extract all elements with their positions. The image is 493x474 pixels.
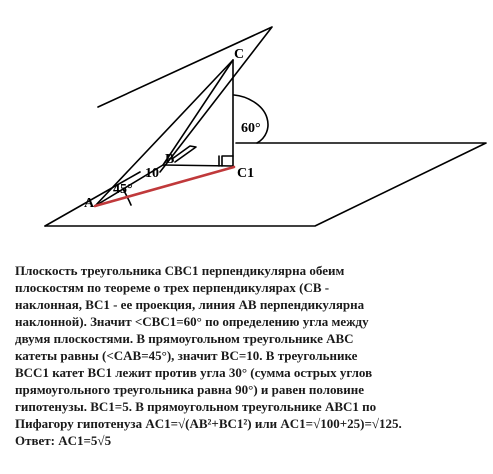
solution-line: наклонная, BC1 - ее проекция, линия AB перпендикулярна	[15, 297, 365, 312]
solution-line: Плоскость треугольника CBC1 перпендикулярна обеим	[15, 263, 345, 278]
solution-text	[15, 262, 493, 449]
right-angle-mark-C1	[222, 156, 233, 166]
label-angle-60: 60°	[241, 121, 261, 136]
label-B: B	[165, 152, 175, 167]
solution-line: плоскостям по теореме о трех перпендикулярах (CB -	[15, 280, 330, 295]
solution-line: двумя плоскостями. В прямоугольном треугольнике ABC	[15, 331, 354, 346]
label-angle-45: 45°	[113, 182, 133, 197]
solution-line: BCC1 катет BC1 лежит против угла 30° (сумма острых углов	[15, 365, 373, 380]
solution-line: прямоугольного треугольника равна 90°) и равен половине	[15, 382, 364, 397]
label-length-10: 10	[145, 166, 159, 181]
segment-BC	[163, 60, 233, 165]
answer-line: Ответ: AC1=5√5	[15, 433, 112, 448]
solution-line: катеты равны (<CAB=45°), значит BC=10. В треугольнике	[15, 348, 358, 363]
solution-line: Пифагору гипотенуза AC1=√(AB²+BC1²) или AC1=√100+25)=√125.	[15, 416, 402, 431]
right-angle-mark-B	[172, 146, 196, 162]
solution-line: гипотенузы. BC1=5. В прямоугольном треугольнике ABC1 по	[15, 399, 377, 414]
solution-line: наклонной). Значит <CBC1=60° по определению угла между	[15, 314, 369, 329]
label-A: A	[84, 196, 95, 211]
label-C1: C1	[237, 166, 255, 181]
horizontal-plane	[45, 143, 486, 226]
label-C: C	[234, 47, 245, 62]
